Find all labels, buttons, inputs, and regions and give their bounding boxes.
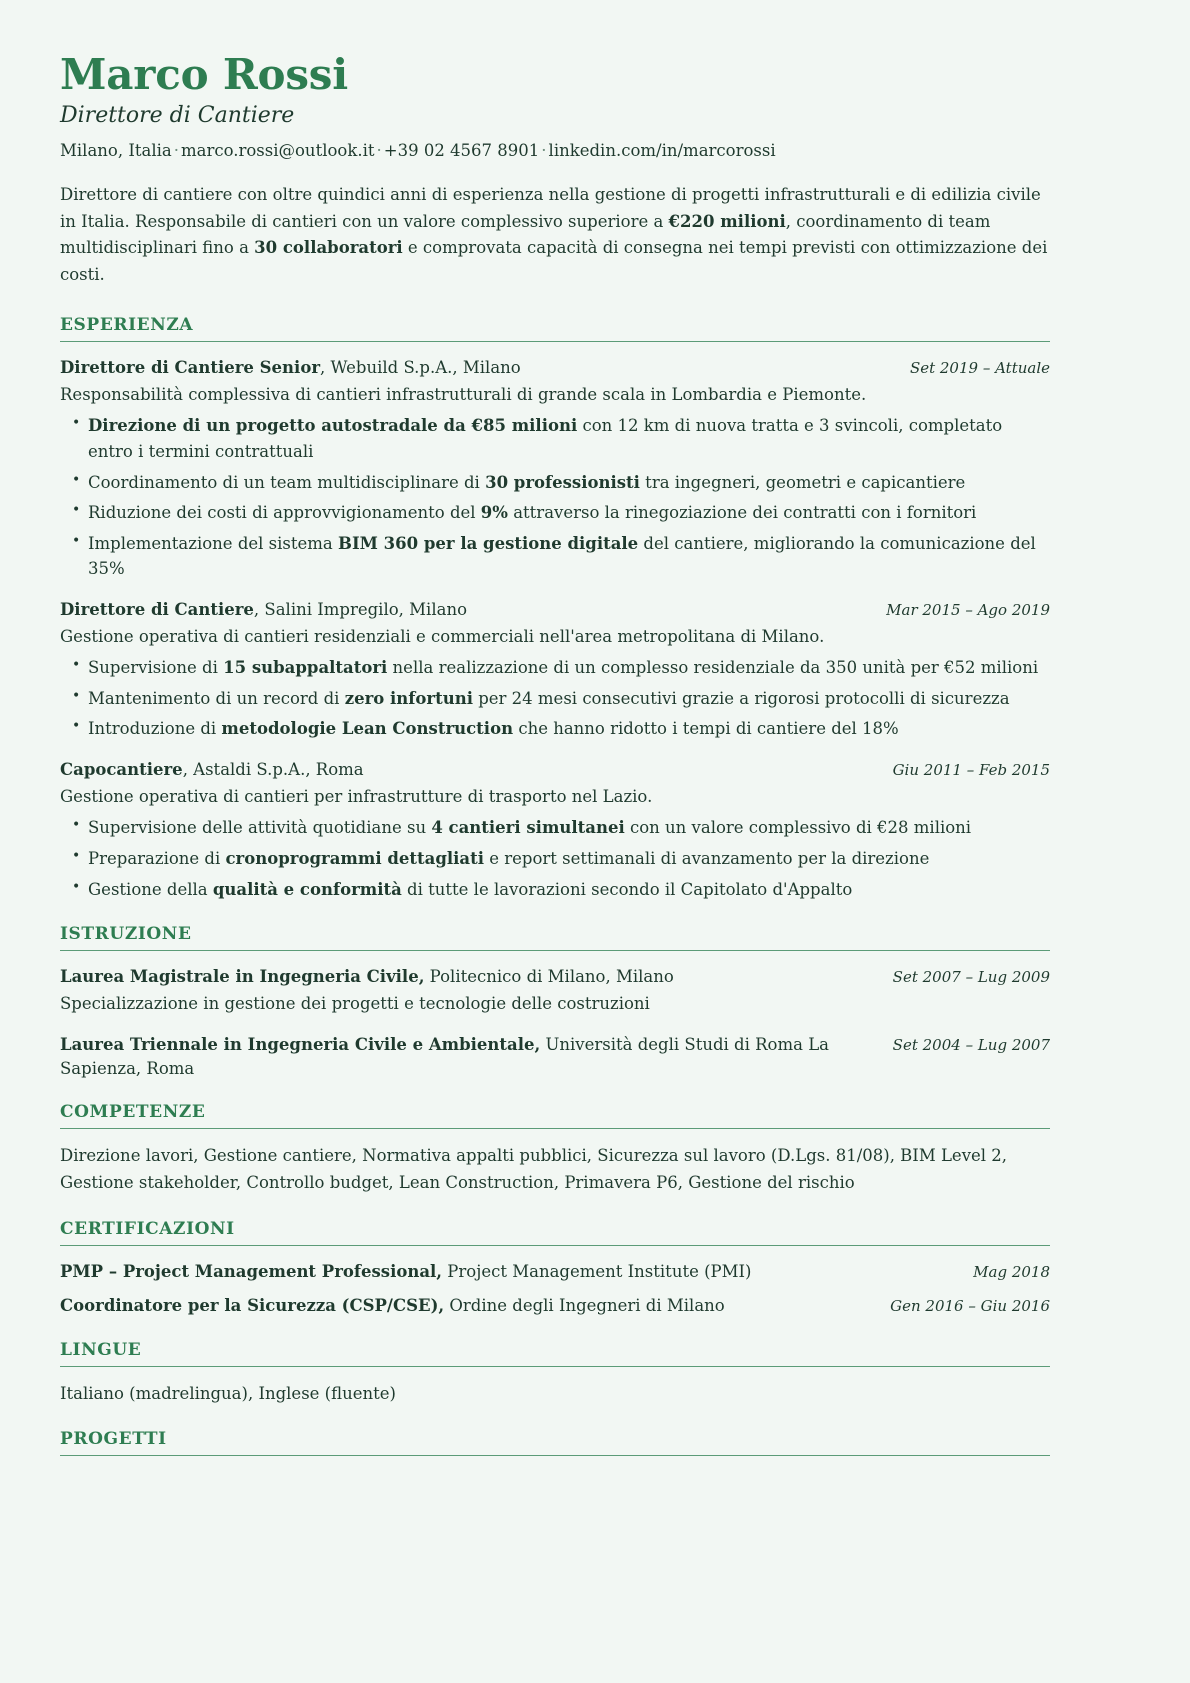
entry-header: [60, 356, 1050, 380]
contact-email[interactable]: marco.rossi@outlook.it: [180, 140, 375, 160]
experience-entry-list: [60, 356, 1050, 902]
experience-entry: [60, 598, 1050, 742]
job-role: Direttore di Cantiere: [60, 599, 254, 619]
contact-linkedin[interactable]: linkedin.com/in/marcorossi: [548, 140, 776, 160]
experience-bullet: • Preparazione di cronoprogrammi dettagliati e report settimanali di avanzamento per la direzione: [60, 846, 1050, 872]
job-role: Direttore di Cantiere Senior: [60, 357, 321, 377]
education-title: [60, 965, 859, 989]
entry-header: [60, 965, 1050, 989]
contact-location: Milano, Italia: [60, 140, 172, 160]
section-title-esperienza: ESPERIENZA: [60, 314, 194, 335]
job-organization: , Webuild S.p.A., Milano: [320, 357, 521, 377]
certification-entry: [60, 1260, 1050, 1284]
entry-header: [60, 1294, 1050, 1318]
experience-title: [60, 356, 876, 380]
section-title-progetti: PROGETTI: [60, 1429, 167, 1450]
education-entry: [60, 965, 1050, 1016]
contact-line: [60, 140, 1050, 162]
degree-name: Laurea Magistrale in Ingegneria Civile,: [60, 967, 425, 987]
section-istruzione: [60, 924, 1050, 1080]
contact-separator: ·: [541, 140, 547, 160]
experience-entry: [60, 758, 1050, 902]
experience-bullet-list: [60, 413, 1050, 581]
experience-bullet: • Riduzione dei costi di approvvigionamento del 9% attraverso la rinegoziazione dei contratti con i fornitori: [60, 500, 1050, 526]
section-title-istruzione: ISTRUZIONE: [60, 924, 192, 945]
certification-title: [60, 1294, 856, 1318]
experience-bullet-list: [60, 815, 1050, 902]
job-organization: , Astaldi S.p.A., Roma: [182, 759, 364, 779]
candidate-name: Marco Rossi: [60, 50, 349, 99]
resume-sheet: [60, 52, 1050, 1476]
certification-title: [60, 1260, 939, 1284]
education-institution: Università degli Studi di Roma La Sapienza, Roma: [60, 1034, 830, 1078]
section-rule: [60, 341, 1050, 342]
experience-entry: [60, 356, 1050, 582]
contact-separator: ·: [173, 140, 179, 160]
education-entry: [60, 1033, 1050, 1081]
contact-separator: ·: [376, 140, 382, 160]
resume-header: [60, 52, 1050, 289]
section-rule: [60, 1455, 1050, 1456]
section-rule: [60, 950, 1050, 951]
experience-bullet: • Direzione di un progetto autostradale da €85 milioni con 12 km di nuova tratta e 3 svincoli, completato entro i termini contrattuali: [60, 413, 1050, 464]
languages-text: Italiano (madrelingua), Inglese (fluente): [60, 1383, 396, 1403]
education-date: Set 2004 – Lug 2007: [892, 1035, 1050, 1054]
entry-header: [60, 758, 1050, 782]
experience-bullet: • Introduzione di metodologie Lean Construction che hanno ridotto i tempi di cantiere del 18%: [60, 716, 1050, 742]
education-subtitle: Specializzazione in gestione dei progetti e tecnologie delle costruzioni: [60, 994, 650, 1014]
degree-name: Laurea Triennale in Ingegneria Civile e Ambientale,: [60, 1034, 541, 1054]
projects-text: [60, 1470, 1050, 1476]
entry-header: [60, 1033, 1050, 1081]
candidate-headline: Direttore di Cantiere: [60, 103, 295, 129]
experience-subtitle: Responsabilità complessiva di cantieri infrastrutturali di grande scala in Lombardia e Piemonte.: [60, 384, 867, 404]
experience-subtitle: Gestione operativa di cantieri per infrastrutture di trasporto nel Lazio.: [60, 786, 653, 806]
experience-bullet: • Implementazione del sistema BIM 360 per la gestione digitale del cantiere, migliorando la comunicazione del 35%: [60, 531, 1050, 582]
experience-title: [60, 758, 859, 782]
experience-bullet: • Gestione della qualità e conformità di tutte le lavorazioni secondo il Capitolato d'Appalto: [60, 877, 1050, 903]
section-rule: [60, 1245, 1050, 1246]
certification-date: Mag 2018: [973, 1262, 1050, 1281]
section-esperienza: [60, 315, 1050, 902]
experience-title: [60, 598, 852, 622]
skills-text: Direzione lavori, Gestione cantiere, Normativa appalti pubblici, Sicurezza sul lavoro (D.Lgs. 81/08), BIM Level 2, Gestione stakeholder, Controllo budget, Lean Construction, Primavera P6, Gestione del rischio: [60, 1146, 1008, 1193]
education-title: [60, 1033, 859, 1081]
job-organization: , Salini Impregilo, Milano: [253, 599, 468, 619]
section-title-lingue: LINGUE: [60, 1339, 142, 1360]
professional-summary: Direttore di cantiere con oltre quindici anni di esperienza nella gestione di progetti infrastrutturali e di edilizia civile in Italia. Responsabile di cantieri con un valore complessivo superiore a €220 milioni, coordinamento di team multidisciplinari fino a 30 collaboratori e comprovata capacità di consegna nei tempi previsti con ottimizzazione dei costi.: [60, 185, 1048, 285]
experience-date: Mar 2015 – Ago 2019: [886, 600, 1050, 619]
experience-subtitle: Gestione operativa di cantieri residenziali e commerciali nell'area metropolitana di Milano.: [60, 626, 825, 646]
section-lingue: [60, 1340, 1050, 1408]
education-date: Set 2007 – Lug 2009: [892, 968, 1050, 987]
certification-issuer: Project Management Institute (PMI): [442, 1261, 752, 1281]
education-entry-list: [60, 965, 1050, 1080]
experience-bullet-list: [60, 655, 1050, 742]
experience-bullet: • Coordinamento di un team multidisciplinare di 30 professionisti tra ingegneri, geometri e capicantiere: [60, 470, 1050, 496]
certification-name: Coordinatore per la Sicurezza (CSP/CSE),: [60, 1295, 445, 1315]
certification-name: PMP – Project Management Professional,: [60, 1261, 443, 1281]
experience-bullet: • Mantenimento di un record di zero infortuni per 24 mesi consecutivi grazie a rigorosi protocolli di sicurezza: [60, 686, 1050, 712]
section-competenze: [60, 1102, 1050, 1196]
job-role: Capocantiere: [60, 759, 183, 779]
experience-bullet: • Supervisione delle attività quotidiane su 4 cantieri simultanei con un valore complessivo di €28 milioni: [60, 815, 1050, 841]
certification-date: Gen 2016 – Giu 2016: [890, 1296, 1050, 1315]
contact-phone[interactable]: +39 02 4567 8901: [383, 140, 540, 160]
entry-header: [60, 1260, 1050, 1284]
experience-date: Giu 2011 – Feb 2015: [892, 760, 1050, 779]
certification-entry-list: [60, 1260, 1050, 1318]
section-title-competenze: COMPETENZE: [60, 1102, 206, 1123]
section-rule: [60, 1366, 1050, 1367]
section-certificazioni: [60, 1219, 1050, 1318]
section-title-certificazioni: CERTIFICAZIONI: [60, 1218, 235, 1239]
section-progetti: [60, 1429, 1050, 1476]
certification-entry: [60, 1294, 1050, 1318]
experience-bullet: • Supervisione di 15 subappaltatori nella realizzazione di un complesso residenziale da 350 unità per €52 milioni: [60, 655, 1050, 681]
entry-header: [60, 598, 1050, 622]
certification-issuer: Ordine degli Ingegneri di Milano: [444, 1295, 725, 1315]
section-rule: [60, 1128, 1050, 1129]
education-institution: Politecnico di Milano, Milano: [424, 967, 674, 987]
experience-date: Set 2019 – Attuale: [909, 358, 1050, 377]
